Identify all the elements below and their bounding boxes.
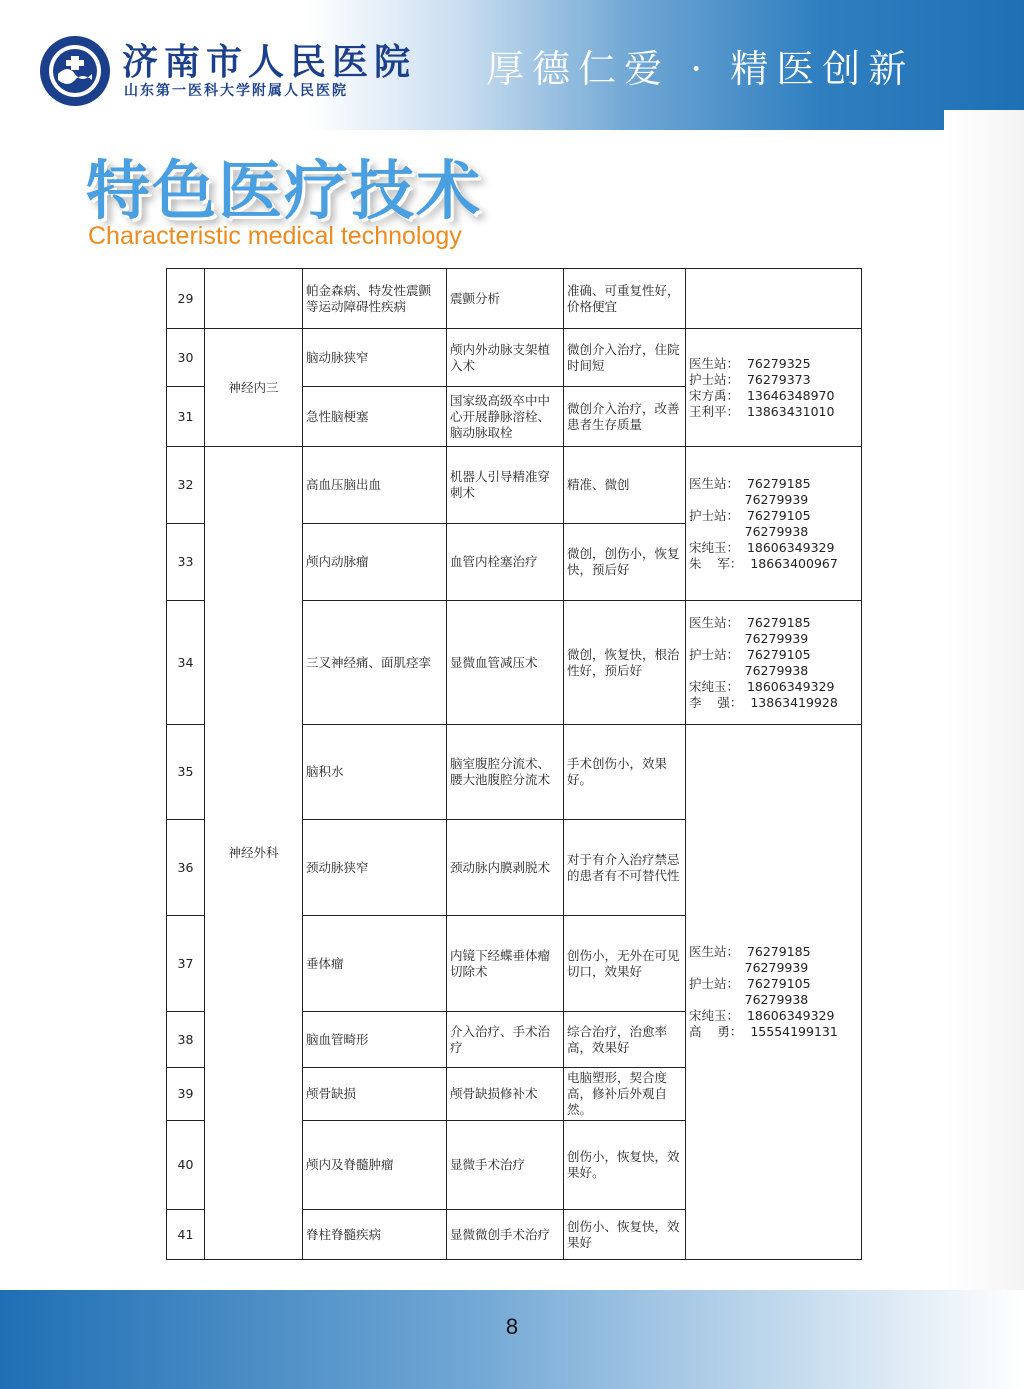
page-number: 8	[505, 1314, 519, 1339]
row-number: 34	[167, 601, 205, 725]
hospital-motto: 厚德仁爱 · 精医创新	[486, 47, 915, 91]
advantage-cell: 综合治疗，治愈率高，效果好	[564, 1012, 686, 1068]
technology-cell: 国家级高级卒中中心开展静脉溶栓、脑动脉取栓	[447, 387, 564, 447]
disease-cell: 脊柱脊髓疾病	[303, 1210, 447, 1260]
advantage-cell: 对于有介入治疗禁忌的患者有不可替代性	[564, 820, 686, 916]
technology-cell: 内镜下经蝶垂体瘤切除术	[447, 916, 564, 1012]
hospital-subtitle: 山东第一医科大学附属人民医院	[124, 83, 348, 99]
row-number: 41	[167, 1210, 205, 1260]
contact-cell: 医生站： 76279185 76279939 护士站： 76279105 76279938 宋纯玉： 18606349329 朱 军： 18663400967	[686, 447, 862, 601]
technology-cell: 机器人引导精准穿刺术	[447, 447, 564, 524]
hospital-name: 济南市人民医院	[122, 41, 417, 83]
row-number: 29	[167, 269, 205, 329]
section-title-english: Characteristic medical technology	[88, 222, 462, 250]
contact-cell: 医生站： 76279325 护士站： 76279373 宋方禹： 13646348970 王利平： 13863431010	[686, 329, 862, 447]
technology-cell: 颅骨缺损修补术	[447, 1068, 564, 1121]
advantage-cell: 手术创伤小，效果好。	[564, 725, 686, 820]
technology-cell: 显微手术治疗	[447, 1121, 564, 1210]
disease-cell: 急性脑梗塞	[303, 387, 447, 447]
disease-cell: 颅骨缺损	[303, 1068, 447, 1121]
disease-cell: 脑血管畸形	[303, 1012, 447, 1068]
department-cell: 神经外科	[205, 447, 303, 1260]
technology-cell: 显微血管减压术	[447, 601, 564, 725]
advantage-cell: 准确、可重复性好，价格便宜	[564, 269, 686, 329]
technology-cell: 颅内外动脉支架植入术	[447, 329, 564, 387]
technology-cell: 震颤分析	[447, 269, 564, 329]
technology-cell: 脑室腹腔分流术、腰大池腹腔分流术	[447, 725, 564, 820]
disease-cell: 脑积水	[303, 725, 447, 820]
table-row	[167, 447, 862, 524]
technology-cell: 颈动脉内膜剥脱术	[447, 820, 564, 916]
hospital-logo-icon	[38, 34, 112, 108]
page-edge-shadow	[944, 110, 1024, 1320]
disease-cell: 颈动脉狭窄	[303, 820, 447, 916]
row-number: 37	[167, 916, 205, 1012]
row-number: 38	[167, 1012, 205, 1068]
table-row	[167, 269, 862, 329]
contact-cell: 医生站： 76279185 76279939 护士站： 76279105 76279938 宋纯玉： 18606349329 李 强： 13863419928	[686, 601, 862, 725]
contact-cell: 医生站： 76279185 76279939 护士站： 76279105 76279938 宋纯玉： 18606349329 高 勇： 15554199131	[686, 725, 862, 1260]
department-cell: 神经内三	[205, 329, 303, 447]
technology-cell: 显微微创手术治疗	[447, 1210, 564, 1260]
disease-cell: 三叉神经痛、面肌痉挛	[303, 601, 447, 725]
disease-cell: 颅内动脉瘤	[303, 524, 447, 601]
technology-table	[166, 268, 862, 1260]
row-number: 31	[167, 387, 205, 447]
disease-cell: 垂体瘤	[303, 916, 447, 1012]
department-cell	[205, 269, 303, 329]
advantage-cell: 微创，创伤小，恢复快，预后好	[564, 524, 686, 601]
row-number: 39	[167, 1068, 205, 1121]
advantage-cell: 微创，恢复快，根治性好，预后好	[564, 601, 686, 725]
advantage-cell: 创伤小，恢复快，效果好。	[564, 1121, 686, 1210]
disease-cell: 脑动脉狭窄	[303, 329, 447, 387]
advantage-cell: 电脑塑形，契合度高，修补后外观自然。	[564, 1068, 686, 1121]
advantage-cell: 微创介入治疗，改善患者生存质量	[564, 387, 686, 447]
row-number: 32	[167, 447, 205, 524]
advantage-cell: 精准、微创	[564, 447, 686, 524]
row-number: 36	[167, 820, 205, 916]
row-number: 30	[167, 329, 205, 387]
disease-cell: 帕金森病、特发性震颤等运动障碍性疾病	[303, 269, 447, 329]
disease-cell: 颅内及脊髓肿瘤	[303, 1121, 447, 1210]
row-number: 33	[167, 524, 205, 601]
row-number: 40	[167, 1121, 205, 1210]
advantage-cell: 微创介入治疗，住院时间短	[564, 329, 686, 387]
row-number: 35	[167, 725, 205, 820]
contact-cell	[686, 269, 862, 329]
table-row	[167, 329, 862, 387]
disease-cell: 高血压脑出血	[303, 447, 447, 524]
advantage-cell: 创伤小，无外在可见切口，效果好	[564, 916, 686, 1012]
advantage-cell: 创伤小、恢复快，效果好	[564, 1210, 686, 1260]
section-title: 特色医疗技术	[86, 155, 482, 229]
technology-cell: 介入治疗、手术治疗	[447, 1012, 564, 1068]
technology-cell: 血管内栓塞治疗	[447, 524, 564, 601]
